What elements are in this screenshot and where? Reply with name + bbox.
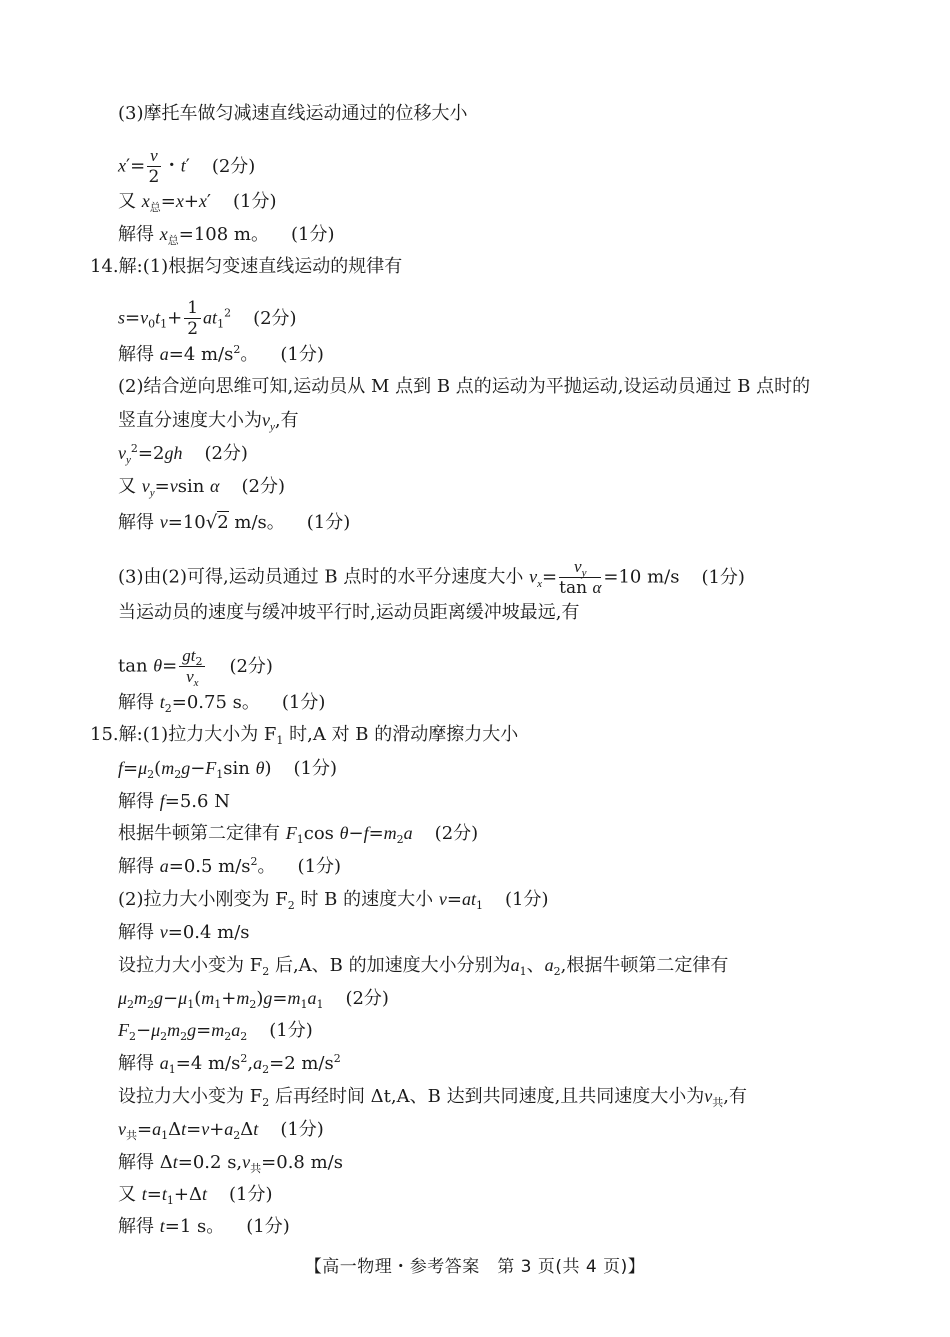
q15-set2: 设拉力大小变为 $F_2$ 后再经时间 Δt,A、B 达到共同速度,且共同速度大小为$v_共$,有: [118, 1086, 748, 1109]
q13-eq-xprime: x′= $\frac{v}{2}$ ・t′ (2分): [118, 146, 256, 187]
q14-eq-s: $s=v_0t_1+$ $\frac{1}{2}$ $at_1^2$ (2分): [118, 298, 297, 339]
q14-part3-a: (3)由(2)可得,运动员通过 B 点时的水平分速度大小 $v_x=$ $\frac{v_y}{\text{tan α}}$ =10 m/s (1分): [118, 557, 745, 598]
q14-v-result: 解得 v=10√2 m/s。 (1分): [118, 512, 351, 533]
q14-header: 14.解:(1)根据匀变速直线运动的规律有: [90, 256, 403, 277]
q15-a12-result: 解得 $a_1=4$ $m/s^2,a_2=2$ $m/s^2$: [118, 1052, 341, 1076]
score: (2分): [211, 155, 256, 177]
q14-part3-b: 当运动员的速度与缓冲坡平行时,运动员距离缓冲坡最远,有: [118, 602, 580, 623]
q14-eq-vy2: $v_y^2=2gh$ (2分): [118, 442, 248, 466]
q14-part2-a: (2)结合逆向思维可知,运动员从 M 点到 B 点的运动为平抛运动,设运动员通过 B 点时的: [118, 376, 811, 397]
q13-eq-xtotal: 又 $x_总=x+x'$ (1分): [118, 191, 277, 214]
q14-a-result: 解得 a=4 $m/s^2$。 (1分): [118, 343, 324, 365]
q14-eq-tan: tan θ= $\frac{gt_2}{v_x}$ (2分): [118, 646, 273, 689]
q15-eq-f: $f=\mu_2(m_2g-F_1\sin$ θ) (1分): [118, 758, 337, 781]
q15-set1: 设拉力大小变为 $F_2$ 后,A、B 的加速度大小分别为$a_1$、$a_2$,根据牛顿第二定律有: [118, 955, 729, 978]
q15-f-result: 解得 f=5.6 N: [118, 791, 230, 812]
q14-part2-b: 竖直分速度大小为$v_y$,有: [118, 410, 299, 433]
q15-eq-a1: $\mu_2m_2g-\mu_1(m_1+m_2)g=m_1a_1$ (2分): [118, 988, 389, 1011]
q15-eq-vg: $v_共=a_1\Delta t=v+a_2\Delta t$ (1分): [118, 1119, 324, 1142]
q15-header: 15.解:(1)拉力大小为 $F_1$ 时,A 对 B 的滑动摩擦力大小: [90, 724, 519, 747]
q14-t2-result: 解得 $t_2=0.75$ s。 (1分): [118, 692, 326, 715]
q15-t-result: 解得 t=1 s。 (1分): [118, 1216, 290, 1237]
q15-eq-a2: $F_2-\mu_2m_2g=m_2a_2$ (1分): [118, 1020, 313, 1043]
q15-newton: 根据牛顿第二定律有 $F_1\cos$ $\theta-f=m_2a$ (2分): [118, 823, 479, 846]
page-footer: 【高一物理・参考答案 第 3 页(共 4 页)】: [304, 1257, 646, 1277]
q15-a-result: 解得 a=0.5 $m/s^2$。 (1分): [118, 855, 342, 877]
q15-part2: (2)拉力大小刚变为 $F_2$ 时 B 的速度大小 $v=at_1$ (1分): [118, 889, 549, 912]
q15-dt-result: 解得 Δt=0.2 $s,v_共=0.8$ m/s: [118, 1152, 343, 1175]
q15-eq-t: 又 $t=t_1+\Delta t$ (1分): [118, 1184, 273, 1207]
q15-v-result: 解得 v=0.4 m/s: [118, 922, 250, 943]
q13-part3-intro: (3)摩托车做匀减速直线运动通过的位移大小: [118, 103, 468, 124]
q14-eq-vy: 又 $v_y=vsin$ α (2分): [118, 476, 285, 499]
q13-result: 解得 $x_总=108$ m。 (1分): [118, 224, 335, 247]
